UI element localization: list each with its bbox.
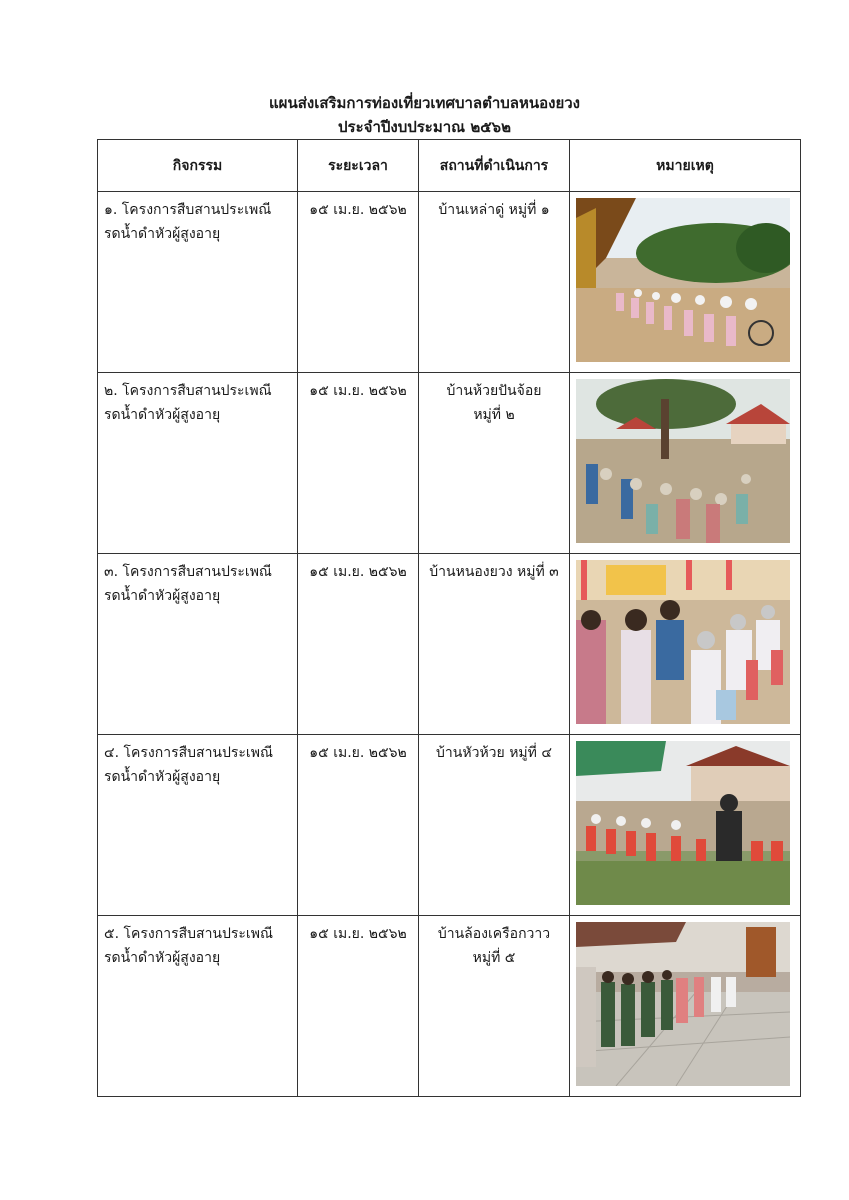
place-line: หมู่ที่ ๒: [473, 407, 515, 423]
table-header-row: [98, 140, 801, 192]
activity-subtitle: รดน้ำดำหัวผู้สูงอายุ: [104, 226, 221, 242]
remark-cell: [570, 916, 801, 1097]
photo-temple-ceremony: [576, 198, 790, 362]
activity-cell: [98, 554, 298, 735]
remark-cell: [570, 735, 801, 916]
place-cell: [419, 554, 570, 735]
activity-subtitle: รดน้ำดำหัวผู้สูงอายุ: [104, 950, 221, 966]
place-line: บ้านเหล่าดู่ หมู่ที่ ๑: [438, 202, 550, 218]
activity-title: ๕. โครงการสืบสานประเพณี: [104, 926, 273, 942]
period-cell: ๑๕ เม.ย. ๒๕๖๒: [298, 735, 419, 916]
remark-cell: [570, 554, 801, 735]
period-cell: ๑๕ เม.ย. ๒๕๖๒: [298, 916, 419, 1097]
header-activity: กิจกรรม: [98, 140, 298, 192]
activity-cell: [98, 735, 298, 916]
photo-queue-courtyard: [576, 922, 790, 1086]
place-line: บ้านหัวห้วย หมู่ที่ ๔: [436, 745, 552, 761]
place-cell: [419, 735, 570, 916]
activity-title: ๒. โครงการสืบสานประเพณี: [104, 383, 272, 399]
remark-cell: [570, 192, 801, 373]
activity-subtitle: รดน้ำดำหัวผู้สูงอายุ: [104, 769, 221, 785]
place-line: บ้านล้องเครือกวาว: [437, 926, 551, 942]
document-subtitle: ประจำปีงบประมาณ ๒๕๖๒: [338, 118, 511, 136]
header-period: ระยะเวลา: [298, 140, 419, 192]
period-cell: ๑๕ เม.ย. ๒๕๖๒: [298, 373, 419, 554]
activity-title: ๔. โครงการสืบสานประเพณี: [104, 745, 273, 761]
header-remark: หมายเหตุ: [570, 140, 801, 192]
plan-table: [97, 139, 801, 1097]
header-place: สถานที่ดำเนินการ: [419, 140, 570, 192]
table-row: [98, 373, 801, 554]
document-title: แผนส่งเสริมการท่องเที่ยวเทศบาลตำบลหนองยวง: [269, 94, 580, 112]
activity-title: ๑. โครงการสืบสานประเพณี: [104, 202, 272, 218]
activity-subtitle: รดน้ำดำหัวผู้สูงอายุ: [104, 407, 221, 423]
table-row: [98, 192, 801, 373]
table-row: [98, 554, 801, 735]
photo-water-pouring: [576, 560, 790, 724]
activity-subtitle: รดน้ำดำหัวผู้สูงอายุ: [104, 588, 221, 604]
place-line: บ้านห้วยปันจ้อย: [446, 383, 542, 399]
place-line: บ้านหนองยวง หมู่ที่ ๓: [429, 564, 559, 580]
place-cell: [419, 916, 570, 1097]
period-cell: ๑๕ เม.ย. ๒๕๖๒: [298, 554, 419, 735]
place-line: หมู่ที่ ๕: [472, 950, 516, 966]
photo-outdoor-gathering: [576, 379, 790, 543]
period-cell: ๑๕ เม.ย. ๒๕๖๒: [298, 192, 419, 373]
place-cell: [419, 192, 570, 373]
table-row: [98, 916, 801, 1097]
remark-cell: [570, 373, 801, 554]
place-cell: [419, 373, 570, 554]
photo-tent-gathering: [576, 741, 790, 905]
activity-title: ๓. โครงการสืบสานประเพณี: [104, 564, 272, 580]
activity-cell: [98, 373, 298, 554]
activity-cell: [98, 192, 298, 373]
table-row: [98, 735, 801, 916]
activity-cell: [98, 916, 298, 1097]
